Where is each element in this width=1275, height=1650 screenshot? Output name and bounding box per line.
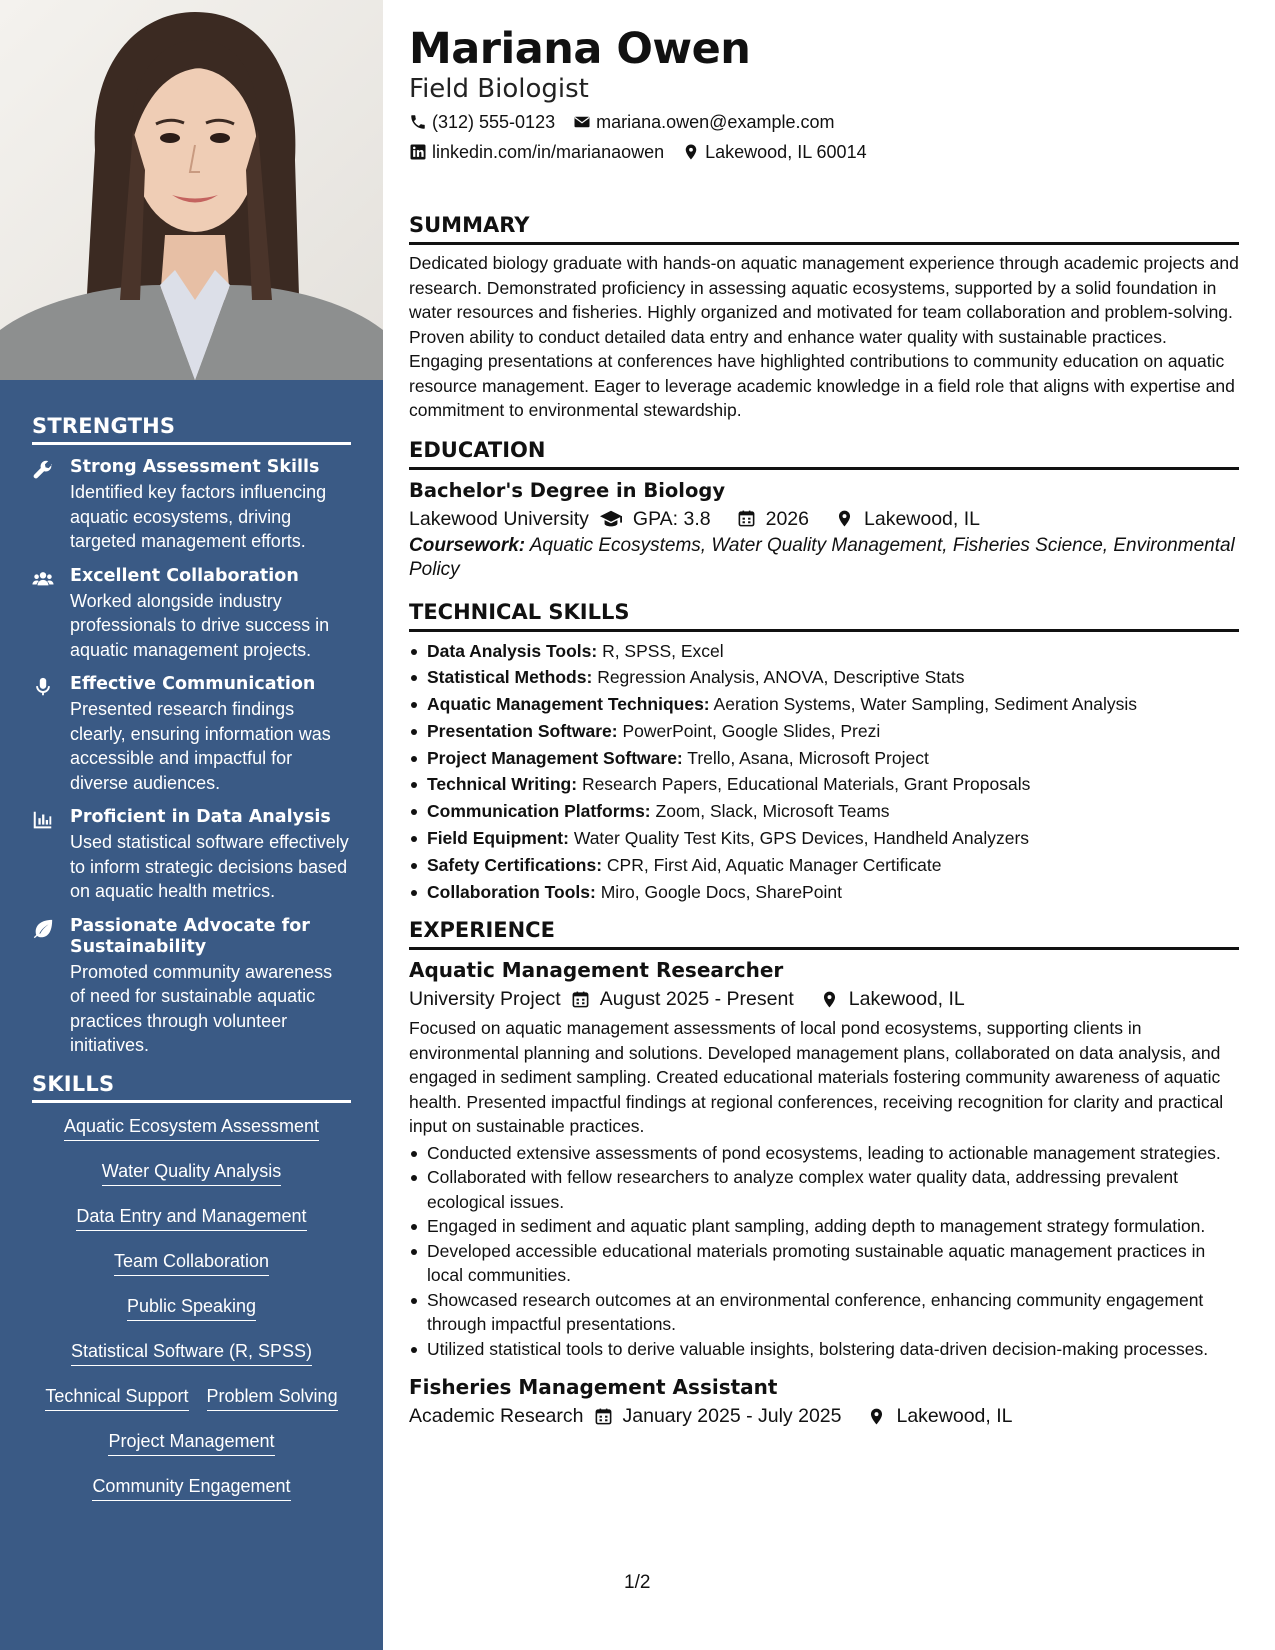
strength-item xyxy=(32,566,351,663)
main-content xyxy=(409,22,1239,1431)
technical-skills-heading: TECHNICAL SKILLS xyxy=(409,599,1239,632)
list-item xyxy=(409,798,1239,825)
strength-description: Presented research findings clearly, ensuring information was accessible and impactful for diverse audiences. xyxy=(70,699,331,793)
list-item xyxy=(409,879,1239,906)
skill-tag: Statistical Software (R, SPSS) xyxy=(71,1340,312,1366)
list-item: Collaborated with fellow researchers to analyze complex water quality data, addressing prevalent ecological issues. xyxy=(409,1165,1239,1214)
contact-row xyxy=(409,110,1239,134)
job-title: Field Biologist xyxy=(409,74,589,104)
strength-title: Strong Assessment Skills xyxy=(70,457,320,477)
skill-tag: Water Quality Analysis xyxy=(102,1160,281,1186)
coursework xyxy=(409,534,1239,583)
school-name: Lakewood University xyxy=(409,507,589,530)
list-item xyxy=(409,852,1239,879)
job-bullets xyxy=(409,1141,1239,1362)
microphone-icon xyxy=(32,676,54,698)
sidebar xyxy=(0,0,383,1650)
list-item xyxy=(409,771,1239,798)
skill-label: Communication Platforms: xyxy=(427,801,651,822)
skill-value: Miro, Google Docs, SharePoint xyxy=(600,881,842,902)
contact-row xyxy=(409,140,1239,164)
skill-label: Collaboration Tools: xyxy=(427,881,596,902)
sidebar-content xyxy=(32,380,351,1520)
map-pin-icon xyxy=(682,143,700,161)
coursework-label: Coursework: xyxy=(409,534,526,556)
skill-tag: Aquatic Ecosystem Assessment xyxy=(64,1115,319,1141)
education-heading: EDUCATION xyxy=(409,437,1239,470)
list-item: Conducted extensive assessments of pond ecosystems, leading to actionable management strategies. xyxy=(409,1141,1239,1166)
strength-item xyxy=(32,807,351,904)
strength-title: Passionate Advocate for Sustainability xyxy=(70,915,310,957)
strength-item xyxy=(32,674,351,795)
job-location: Lakewood, IL xyxy=(848,988,965,1011)
job-role: Fisheries Management Assistant xyxy=(409,1375,778,1400)
list-item xyxy=(409,825,1239,852)
email-contact[interactable] xyxy=(573,110,834,134)
list-item xyxy=(409,745,1239,772)
calendar-icon xyxy=(594,1407,613,1426)
strength-description: Promoted community awareness of need for sustainable aquatic practices through volunteer initiatives. xyxy=(70,961,333,1055)
skills-list xyxy=(32,1115,351,1520)
list-item: Engaged in sediment and aquatic plant sampling, adding depth to management strategy formulation. xyxy=(409,1214,1239,1239)
job-organization: Academic Research xyxy=(409,1405,584,1428)
calendar-icon xyxy=(737,509,756,528)
skill-label: Project Management Software: xyxy=(427,747,683,768)
strengths-heading: STRENGTHS xyxy=(32,414,351,445)
summary-heading: SUMMARY xyxy=(409,212,1239,245)
envelope-icon xyxy=(573,113,591,131)
strength-item xyxy=(32,457,351,554)
list-item xyxy=(409,664,1239,691)
map-pin-icon xyxy=(820,990,839,1009)
map-pin-icon xyxy=(835,509,854,528)
job-dates: January 2025 - July 2025 xyxy=(622,1405,842,1428)
leaf-icon xyxy=(32,918,54,940)
skill-label: Aquatic Management Techniques: xyxy=(427,694,710,715)
list-item xyxy=(409,638,1239,665)
list-item: Showcased research outcomes at an environmental conference, enhancing community engagement through impactful presentations. xyxy=(409,1288,1239,1337)
map-pin-icon xyxy=(867,1407,886,1426)
skill-value: Research Papers, Educational Materials, Grant Proposals xyxy=(581,774,1031,795)
calendar-icon xyxy=(571,990,590,1009)
strength-title: Proficient in Data Analysis xyxy=(70,807,331,827)
phone-number: (312) 555-0123 xyxy=(432,112,556,132)
technical-skills-list xyxy=(409,638,1239,906)
skill-value: Water Quality Test Kits, GPS Devices, Handheld Analyzers xyxy=(573,828,1030,849)
gpa: GPA: 3.8 xyxy=(632,507,711,530)
skill-value: Aeration Systems, Water Sampling, Sediment Analysis xyxy=(713,694,1137,715)
skill-value: Trello, Asana, Microsoft Project xyxy=(687,747,929,768)
list-item: Utilized statistical tools to derive valuable insights, bolstering data-driven decision-making processes. xyxy=(409,1337,1239,1362)
coursework-list: Aquatic Ecosystems, Water Quality Management, Fisheries Science, Environmental Policy xyxy=(409,534,1235,580)
job-location: Lakewood, IL xyxy=(896,1405,1013,1428)
job-meta xyxy=(409,984,1239,1014)
strength-title: Effective Communication xyxy=(70,674,316,694)
chart-icon xyxy=(32,809,54,831)
skill-tag: Technical Support xyxy=(45,1385,188,1411)
list-item xyxy=(409,691,1239,718)
linkedin-contact[interactable] xyxy=(409,140,664,164)
skill-value: Regression Analysis, ANOVA, Descriptive Stats xyxy=(597,667,965,688)
linkedin-url[interactable]: linkedin.com/in/marianaowen xyxy=(432,142,665,162)
list-item: Developed accessible educational materials promoting sustainable aquatic management practices in local communities. xyxy=(409,1239,1239,1288)
skill-label: Data Analysis Tools: xyxy=(427,640,598,661)
skill-tag: Public Speaking xyxy=(127,1295,256,1321)
skill-value: CPR, First Aid, Aquatic Manager Certificate xyxy=(606,854,942,875)
location-contact xyxy=(682,140,866,164)
skill-tag: Project Management xyxy=(108,1430,274,1456)
list-item xyxy=(409,718,1239,745)
job-dates: August 2025 - Present xyxy=(599,988,794,1011)
job-organization: University Project xyxy=(409,988,561,1011)
education-meta xyxy=(409,504,1239,534)
job-summary: Focused on aquatic management assessments of local pond ecosystems, supporting clients in environmental planning and solutions. Developed management plans, collaborated on data analysis, and engaged in sediment sampling. Created educational materials fostering community awareness of aquatic health. Presented impactful findings at regional conferences, receiving recognition for clarity and practical input on sustainable practices. xyxy=(409,1018,1224,1137)
strength-title: Excellent Collaboration xyxy=(70,565,299,586)
linkedin-icon xyxy=(409,143,427,161)
summary-text: Dedicated biology graduate with hands-on aquatic management experience through academic projects and research. Demonstrated proficiency in assessing aquatic ecosystems, supported by a solid foundation in water resources and fisheries. Highly organized and motivated for team collaboration and problem-solving. Proven ability to conduct detailed data entry and enhance water quality with sustainable practices. Engaging presentations at conferences have highlighted contributions to community education on aquatic resource management. Eager to leverage academic knowledge in a field role that aligns with expertise and commitment to environmental stewardship. xyxy=(409,253,1239,420)
profile-photo xyxy=(0,0,383,380)
skill-tag: Community Engagement xyxy=(92,1475,290,1501)
skill-label: Safety Certifications: xyxy=(427,854,603,875)
strength-description: Used statistical software effectively to inform strategic decisions based on aquatic health metrics. xyxy=(70,832,349,901)
skill-label: Technical Writing: xyxy=(427,774,578,795)
skill-tag: Problem Solving xyxy=(207,1385,338,1411)
phone-icon xyxy=(409,113,427,131)
graduation-cap-icon xyxy=(599,508,623,530)
skill-value: R, SPSS, Excel xyxy=(602,640,724,661)
skills-heading: SKILLS xyxy=(32,1072,351,1103)
page-number: 1/2 xyxy=(624,1572,651,1593)
skill-label: Statistical Methods: xyxy=(427,667,593,688)
job-role: Aquatic Management Researcher xyxy=(409,958,784,983)
strength-item xyxy=(32,916,351,1058)
skill-value: PowerPoint, Google Slides, Prezi xyxy=(622,720,881,741)
skill-label: Field Equipment: xyxy=(427,828,569,849)
strength-description: Worked alongside industry professionals to drive success in aquatic management projects. xyxy=(70,590,330,660)
skill-label: Presentation Software: xyxy=(427,720,618,741)
candidate-name: Mariana Owen xyxy=(409,24,751,74)
email-address[interactable]: mariana.owen@example.com xyxy=(596,112,835,132)
strength-description: Identified key factors influencing aquatic ecosystems, driving targeted management efforts. xyxy=(70,482,327,551)
skill-tag: Data Entry and Management xyxy=(76,1205,306,1231)
location-text: Lakewood, IL 60014 xyxy=(705,142,867,162)
skill-value: Zoom, Slack, Microsoft Teams xyxy=(655,801,890,822)
degree-title: Bachelor's Degree in Biology xyxy=(409,478,726,502)
graduation-year: 2026 xyxy=(765,507,809,530)
job-meta xyxy=(409,1401,1239,1431)
experience-heading: EXPERIENCE xyxy=(409,917,1239,950)
school-location: Lakewood, IL xyxy=(864,507,981,530)
users-icon xyxy=(32,568,54,590)
skill-tag: Team Collaboration xyxy=(114,1250,269,1276)
wrench-icon xyxy=(32,459,54,481)
phone-contact xyxy=(409,110,555,134)
